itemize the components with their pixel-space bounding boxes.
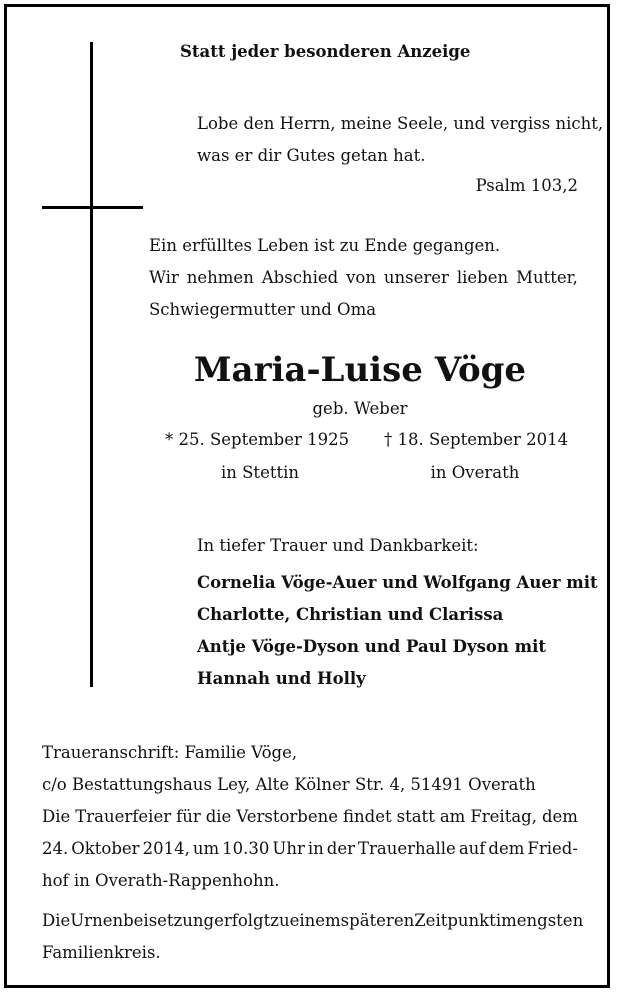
maiden-name: geb. Weber [312,399,408,418]
word: Die [42,911,71,930]
word: Oktober [71,839,140,858]
intro-line-2 [149,268,578,288]
word: zu [270,911,290,930]
mourners-heading: In tiefer Trauer und Dankbarkeit: [197,536,479,555]
header-text: Statt jeder besonderen Anzeige [180,42,471,61]
word: Zeitpunkt [414,911,496,930]
word: erfolgt [214,911,271,930]
word: Wir [149,268,179,287]
verse-line-2: was er dir Gutes getan hat. [197,146,426,165]
urn-line-2: Familienkreis. [42,943,161,962]
word: Verstorbene [236,807,339,826]
word: dem [488,839,525,858]
verse-reference: Psalm 103,2 [475,176,578,195]
mourner-line-1: Cornelia Vöge-Auer und Wolfgang Auer mit [197,573,598,592]
ceremony-line-3: hof in Overath-Rappenhohn. [42,871,280,890]
word: lieben [456,268,509,287]
word: auf [458,839,486,858]
deceased-name: Maria-Luise Vöge [193,350,527,390]
word: Uhr [272,839,305,858]
intro-line-3: Schwiegermutter und Oma [149,300,377,319]
word: unserer [383,268,449,287]
word: von [346,268,376,287]
word: Die [42,807,71,826]
word: am [439,807,466,826]
ceremony-line-1 [42,807,578,827]
word: statt [396,807,435,826]
word: die [205,807,232,826]
word: 2014, [142,839,190,858]
ceremony-line-2 [42,839,578,859]
word: Mutter, [516,268,578,287]
death-place: in Overath [430,463,520,482]
word: Urnenbeisetzung [70,911,215,930]
word: findet [343,807,392,826]
word: dem [541,807,578,826]
word: engsten [516,911,584,930]
word: nehmen [186,268,254,287]
cross-horizontal-bar [42,206,143,209]
word: für [176,807,201,826]
word: Trauerfeier [75,807,172,826]
word: einem [289,911,341,930]
mourner-line-3: Antje Vöge-Dyson und Paul Dyson mit [197,637,546,656]
word: späteren [340,911,415,930]
word: Freitag, [470,807,537,826]
verse-line-1: Lobe den Herrn, meine Seele, und vergiss nicht, [197,114,604,133]
word: 10.30 [222,839,270,858]
mourner-line-4: Hannah und Holly [197,669,366,688]
urn-line-1 [42,911,584,931]
word: der [326,839,355,858]
mourner-line-2: Charlotte, Christian und Clarissa [197,605,504,624]
word: um [192,839,220,858]
word: Fried- [527,839,578,858]
word: im [495,911,517,930]
cross-vertical-bar [90,42,93,687]
birth-date: * 25. September 1925 [165,430,350,449]
word: in [307,839,324,858]
death-date: † 18. September 2014 [384,430,569,449]
intro-line-1: Ein erfülltes Leben ist zu Ende gegangen. [149,236,501,255]
word: Trauerhalle [358,839,456,858]
word: 24. [42,839,69,858]
birth-place: in Stettin [220,463,299,482]
address-line-2: c/o Bestattungshaus Ley, Alte Kölner Str. 4, 51491 Overath [42,775,536,794]
address-line-1: Traueranschrift: Familie Vöge, [42,743,298,762]
word: Abschied [261,268,339,287]
